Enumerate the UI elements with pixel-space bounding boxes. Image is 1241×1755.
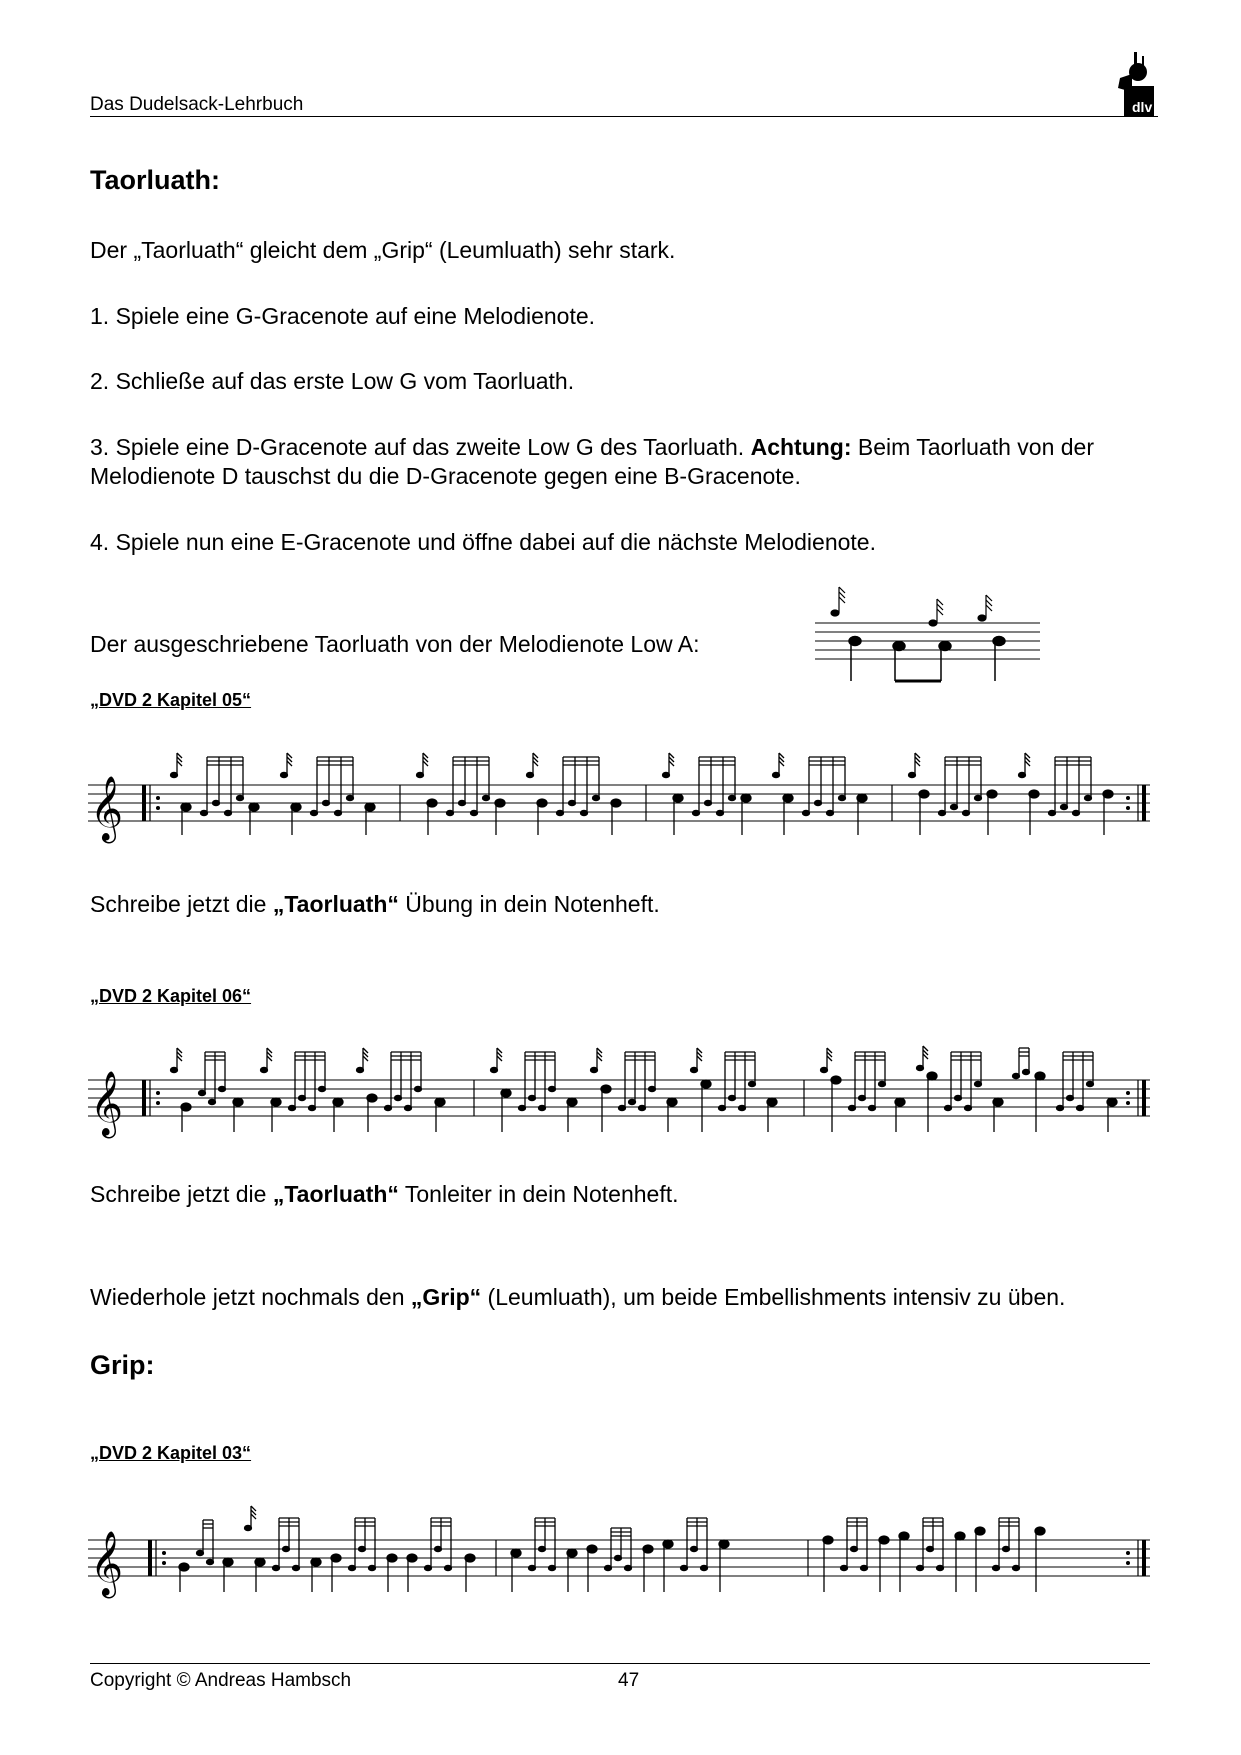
bagpiper-logo-icon: [1112, 48, 1162, 118]
svg-text:dlv: dlv: [1132, 99, 1153, 115]
step-4: 4. Spiele nun eine E-Gracenote und öffne dabei auf die nächste Melodienote.: [90, 529, 876, 555]
dvd-reference-03: „DVD 2 Kapitel 03“: [90, 1443, 252, 1463]
page-number: 47: [618, 1670, 640, 1691]
example-text: Der ausgeschriebene Taorluath von der Melodienote Low A:: [90, 631, 700, 657]
music-staff-taorluath-scale: [88, 1040, 1158, 1150]
section-heading-taorluath: Taorluath:: [90, 165, 220, 195]
treble-clef-icon: 𝄞: [90, 1531, 124, 1596]
repeat-text-a: Wiederhole jetzt nochmals den: [90, 1284, 411, 1310]
step-3-text-b: Beim Taorluath von der Melodienote D tauschst du die D-Gracenote gegen eine B-Gracenote.: [90, 434, 1094, 489]
write-2-bold: „Taorluath“: [272, 1181, 399, 1207]
dvd-reference-05: „DVD 2 Kapitel 05“: [90, 690, 252, 710]
header-rule: [90, 116, 1158, 117]
write-2-text-b: Tonleiter in dein Notenheft.: [398, 1181, 679, 1207]
header-title: Das Dudelsack-Lehrbuch: [90, 94, 304, 115]
repeat-text-b: (Leumluath), um beide Embellishments intensiv zu üben.: [481, 1284, 1066, 1310]
write-2-text-a: Schreibe jetzt die: [90, 1181, 273, 1207]
dvd-reference-06: „DVD 2 Kapitel 06“: [90, 986, 252, 1006]
step-3-warning: Achtung:: [750, 434, 852, 460]
step-1: 1. Spiele eine G-Gracenote auf eine Melodienote.: [90, 303, 596, 329]
music-staff-grip-exercise: [88, 1500, 1158, 1610]
write-1-bold: „Taorluath“: [272, 891, 399, 917]
repeat-bold: „Grip“: [410, 1284, 482, 1310]
footer-copyright: Copyright © Andreas Hambsch: [90, 1670, 352, 1691]
treble-clef-icon: 𝄞: [90, 1071, 124, 1136]
repeat-grip-instruction: [90, 1283, 1170, 1312]
write-1-text-b: Übung in dein Notenheft.: [398, 891, 660, 917]
footer-rule: [90, 1663, 1150, 1664]
write-scale-instruction: [90, 1180, 1170, 1209]
step-3-text-a: 3. Spiele eine D-Gracenote auf das zweite Low G des Taorluath.: [90, 434, 751, 460]
write-exercise-instruction: [90, 890, 1170, 919]
step-3: [90, 433, 1170, 491]
section-heading-grip: Grip:: [90, 1350, 155, 1380]
taorluath-example-notation: [815, 585, 1045, 695]
step-2: 2. Schließe auf das erste Low G vom Taorluath.: [90, 368, 575, 394]
write-1-text-a: Schreibe jetzt die: [90, 891, 273, 917]
intro-paragraph: Der „Taorluath“ gleicht dem „Grip“ (Leumluath) sehr stark.: [90, 237, 676, 263]
music-staff-taorluath-exercise: [88, 745, 1158, 855]
treble-clef-icon: 𝄞: [90, 776, 124, 841]
